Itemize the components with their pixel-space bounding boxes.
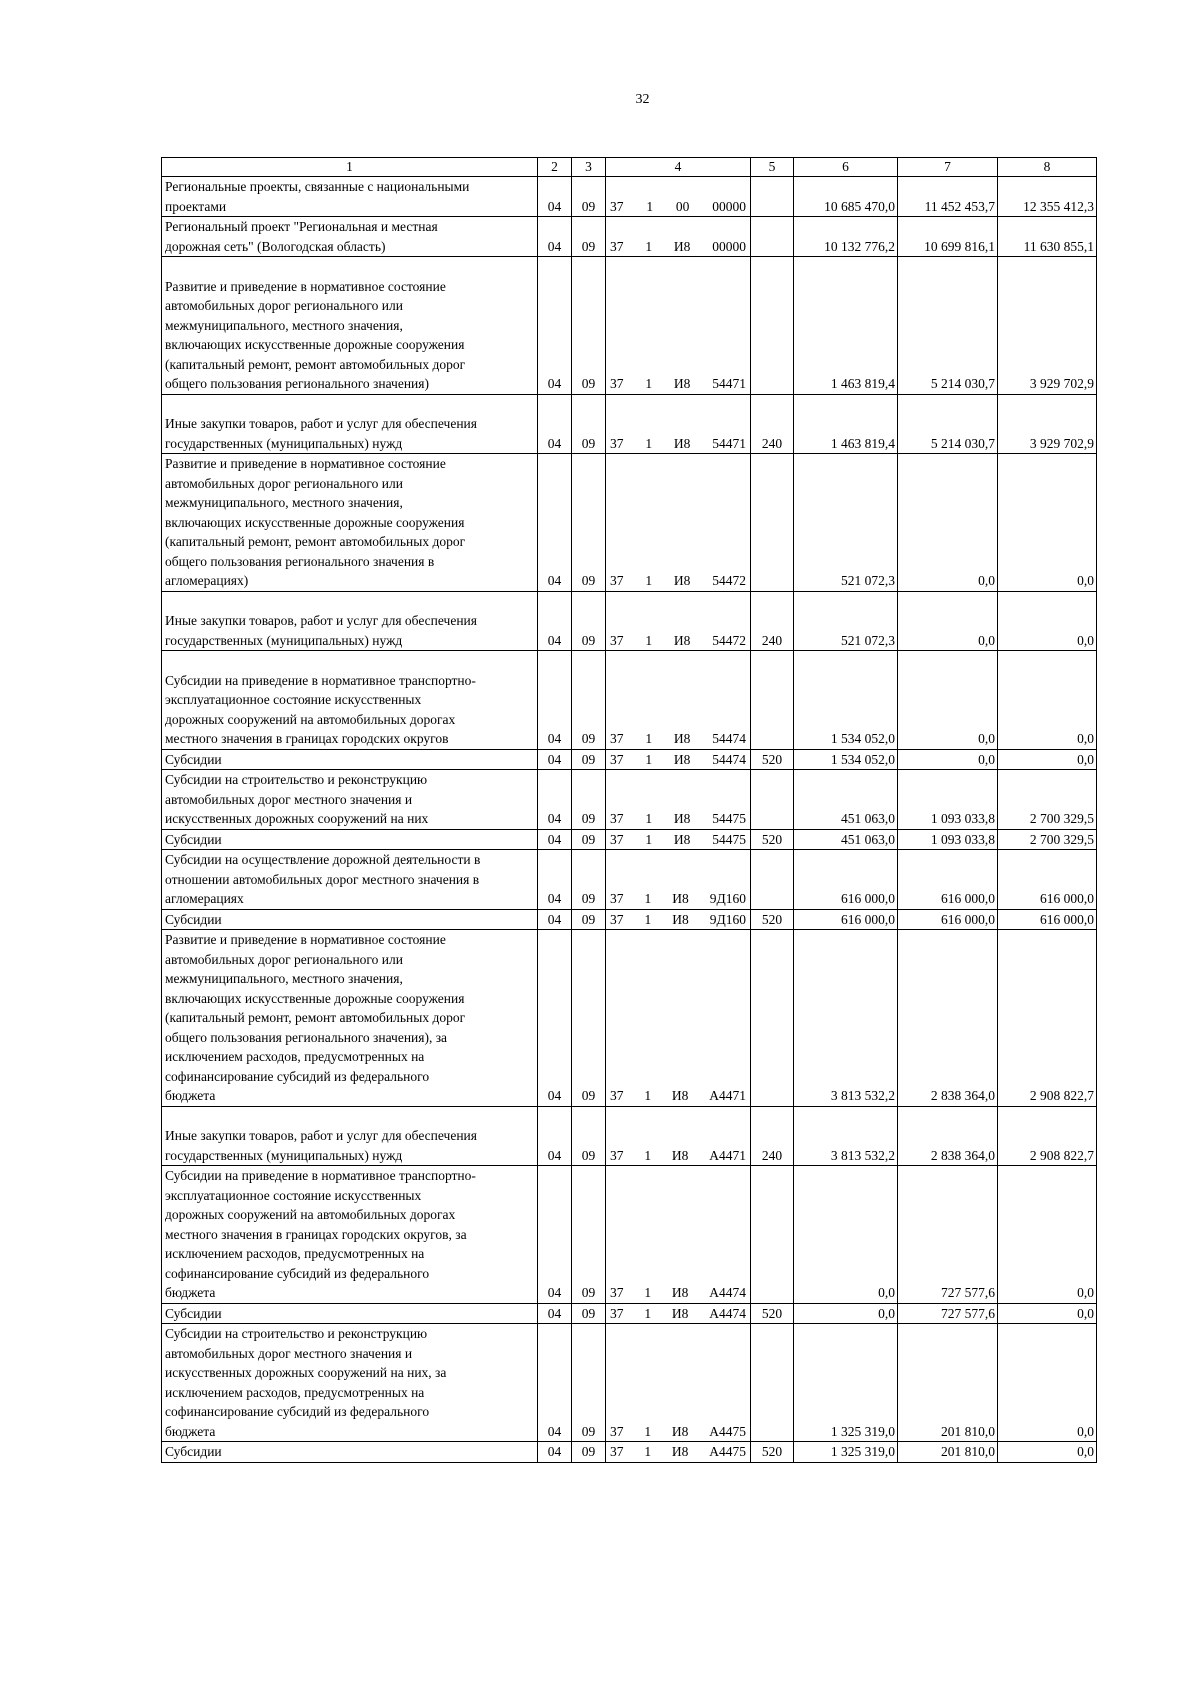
subsection-code: 09 (572, 930, 606, 1107)
amount-year-1: 0,0 (794, 1303, 898, 1324)
amount-year-3: 0,0 (998, 1166, 1097, 1304)
code-part: И8 (671, 1285, 689, 1300)
code-part: 37 (610, 751, 624, 767)
amount-year-3: 0,0 (998, 1324, 1097, 1442)
table-row (162, 829, 1097, 850)
target-article-code (606, 930, 751, 1107)
expense-type-code: 520 (751, 1303, 794, 1324)
subsection-code: 09 (572, 850, 606, 910)
target-article-code (606, 1324, 751, 1442)
expense-type-code (751, 930, 794, 1107)
code-part: 37 (610, 1147, 624, 1163)
amount-year-1: 1 325 319,0 (794, 1442, 898, 1463)
table-row (162, 591, 1097, 651)
amount-year-1: 1 463 819,4 (794, 257, 898, 395)
header-row (162, 158, 1097, 177)
code-part: 54472 (712, 632, 746, 648)
amount-year-2: 727 577,6 (898, 1166, 998, 1304)
expense-type-code: 520 (751, 749, 794, 770)
code-part: И8 (673, 811, 691, 826)
amount-year-2: 201 810,0 (898, 1442, 998, 1463)
amount-year-2: 2 838 364,0 (898, 930, 998, 1107)
subsection-code: 09 (572, 1303, 606, 1324)
code-part: И8 (672, 891, 689, 906)
section-code: 04 (538, 1324, 572, 1442)
code-part: И8 (673, 573, 691, 588)
amount-year-2: 616 000,0 (898, 909, 998, 930)
table-row (162, 454, 1097, 592)
expense-type-code (751, 1324, 794, 1442)
code-part: А4471 (709, 1088, 746, 1103)
expense-type-code: 240 (751, 1106, 794, 1166)
amount-year-3: 2 908 822,7 (998, 930, 1097, 1107)
amount-year-1: 451 063,0 (794, 829, 898, 850)
amount-year-2: 1 093 033,8 (898, 770, 998, 830)
code-part: А4475 (709, 1423, 746, 1439)
budget-table (161, 157, 1097, 1463)
code-part: 54471 (712, 376, 746, 391)
amount-year-3: 0,0 (998, 591, 1097, 651)
amount-year-2: 2 838 364,0 (898, 1106, 998, 1166)
section-code: 04 (538, 257, 572, 395)
row-name: Субсидии (162, 749, 538, 770)
amount-year-2: 0,0 (898, 651, 998, 750)
amount-year-1: 10 685 470,0 (794, 177, 898, 217)
amount-year-2: 201 810,0 (898, 1324, 998, 1442)
code-part: 37 (610, 831, 624, 847)
target-article-code (606, 217, 751, 257)
row-name: Субсидии (162, 1303, 538, 1324)
table-row (162, 1442, 1097, 1463)
amount-year-1: 521 072,3 (794, 454, 898, 592)
expense-type-code (751, 850, 794, 910)
expense-type-code (751, 217, 794, 257)
amount-year-1: 10 132 776,2 (794, 217, 898, 257)
code-part: 54471 (712, 435, 746, 451)
code-part: 1 (645, 435, 653, 451)
column-header: 4 (606, 158, 751, 177)
code-part: 37 (610, 198, 624, 214)
code-part: 37 (610, 911, 624, 927)
row-name: Субсидии на приведение в нормативное транспортно- эксплуатационное состояние искусственных дорожных сооружений на автомобильных дорогах местного значения в границах городских округов (162, 651, 538, 750)
subsection-code: 09 (572, 1324, 606, 1442)
amount-year-3: 616 000,0 (998, 909, 1097, 930)
subsection-code: 09 (572, 257, 606, 395)
code-part: 37 (610, 731, 624, 746)
code-part: 1 (645, 751, 653, 767)
row-name: Субсидии на приведение в нормативное транспортно- эксплуатационное состояние искусственных дорожных сооружений на автомобильных дорогах местного значения в границах городских округов, за исключением расходов, предусмотренных на софинансирование субсидий из федерального бюджета (162, 1166, 538, 1304)
code-part: И8 (671, 1423, 689, 1439)
table-row (162, 909, 1097, 930)
amount-year-1: 1 463 819,4 (794, 394, 898, 454)
column-header: 2 (538, 158, 572, 177)
row-name: Субсидии на осуществление дорожной деятельности в отношении автомобильных дорог местного значения в агломерациях (162, 850, 538, 910)
code-part: И8 (671, 1147, 689, 1163)
code-part: 1 (644, 891, 652, 906)
expense-type-code: 520 (751, 829, 794, 850)
amount-year-2: 0,0 (898, 454, 998, 592)
amount-year-1: 451 063,0 (794, 770, 898, 830)
code-part: 37 (610, 1305, 624, 1321)
subsection-code: 09 (572, 1442, 606, 1463)
table-row (162, 1106, 1097, 1166)
code-part: 1 (645, 238, 653, 254)
code-part: 1 (644, 911, 652, 927)
subsection-code: 09 (572, 177, 606, 217)
amount-year-3: 3 929 702,9 (998, 257, 1097, 395)
target-article-code (606, 1303, 751, 1324)
amount-year-3: 11 630 855,1 (998, 217, 1097, 257)
code-part: 37 (610, 891, 624, 906)
code-part: 00000 (712, 238, 746, 254)
subsection-code: 09 (572, 749, 606, 770)
code-part: И8 (673, 751, 691, 767)
amount-year-2: 1 093 033,8 (898, 829, 998, 850)
row-name: Иные закупки товаров, работ и услуг для обеспечения государственных (муниципальных) нужд (162, 394, 538, 454)
subsection-code: 09 (572, 1106, 606, 1166)
page-number: 32 (635, 92, 650, 107)
row-name: Субсидии (162, 829, 538, 850)
column-header: 6 (794, 158, 898, 177)
code-part: 37 (610, 811, 624, 826)
subsection-code: 09 (572, 591, 606, 651)
section-code: 04 (538, 454, 572, 592)
amount-year-1: 1 325 319,0 (794, 1324, 898, 1442)
code-part: И8 (671, 1088, 689, 1103)
code-part: 54474 (712, 751, 746, 767)
subsection-code: 09 (572, 651, 606, 750)
code-part: 1 (645, 573, 653, 588)
expense-type-code: 520 (751, 1442, 794, 1463)
code-part: И8 (672, 911, 689, 927)
section-code: 04 (538, 770, 572, 830)
row-name: Субсидии (162, 909, 538, 930)
code-part: 1 (644, 1444, 652, 1459)
table-row (162, 1324, 1097, 1442)
amount-year-1: 3 813 532,2 (794, 930, 898, 1107)
subsection-code: 09 (572, 909, 606, 930)
amount-year-3: 3 929 702,9 (998, 394, 1097, 454)
code-part: И8 (673, 731, 691, 746)
table-row (162, 770, 1097, 830)
amount-year-3: 2 908 822,7 (998, 1106, 1097, 1166)
code-part: 1 (644, 1147, 652, 1163)
target-article-code (606, 770, 751, 830)
expense-type-code (751, 177, 794, 217)
code-part: 00000 (712, 198, 746, 214)
section-code: 04 (538, 749, 572, 770)
column-header: 7 (898, 158, 998, 177)
amount-year-3: 0,0 (998, 1303, 1097, 1324)
section-code: 04 (538, 394, 572, 454)
section-code: 04 (538, 829, 572, 850)
subsection-code: 09 (572, 1166, 606, 1304)
column-header: 1 (162, 158, 538, 177)
code-part: И8 (671, 1444, 689, 1459)
amount-year-1: 616 000,0 (794, 909, 898, 930)
amount-year-3: 2 700 329,5 (998, 829, 1097, 850)
code-part: 1 (644, 1305, 652, 1321)
section-code: 04 (538, 1166, 572, 1304)
code-part: 54475 (712, 831, 746, 847)
amount-year-2: 5 214 030,7 (898, 257, 998, 395)
subsection-code: 09 (572, 454, 606, 592)
section-code: 04 (538, 177, 572, 217)
expense-type-code (751, 454, 794, 592)
expense-type-code (751, 770, 794, 830)
section-code: 04 (538, 651, 572, 750)
target-article-code (606, 829, 751, 850)
amount-year-3: 0,0 (998, 454, 1097, 592)
amount-year-1: 1 534 052,0 (794, 749, 898, 770)
target-article-code (606, 1106, 751, 1166)
section-code: 04 (538, 1442, 572, 1463)
target-article-code (606, 850, 751, 910)
section-code: 04 (538, 591, 572, 651)
code-part: 1 (644, 1088, 652, 1103)
code-part: 37 (610, 1088, 624, 1103)
section-code: 04 (538, 217, 572, 257)
table-row (162, 1166, 1097, 1304)
code-part: 54472 (712, 573, 746, 588)
code-part: 37 (610, 573, 624, 588)
code-part: 37 (610, 1444, 624, 1459)
code-part: 54474 (712, 731, 746, 746)
column-header: 3 (572, 158, 606, 177)
code-part: 00 (675, 198, 690, 214)
expense-type-code (751, 1166, 794, 1304)
subsection-code: 09 (572, 217, 606, 257)
section-code: 04 (538, 1303, 572, 1324)
code-part: 37 (610, 376, 624, 391)
subsection-code: 09 (572, 829, 606, 850)
code-part: 37 (610, 1423, 624, 1439)
expense-type-code: 240 (751, 394, 794, 454)
code-part: 37 (610, 1285, 624, 1300)
row-name: Иные закупки товаров, работ и услуг для обеспечения государственных (муниципальных) нужд (162, 591, 538, 651)
expense-type-code: 520 (751, 909, 794, 930)
code-part: 1 (645, 376, 653, 391)
code-part: 1 (645, 811, 653, 826)
amount-year-3: 0,0 (998, 651, 1097, 750)
amount-year-1: 616 000,0 (794, 850, 898, 910)
code-part: 1 (645, 632, 653, 648)
amount-year-3: 0,0 (998, 1442, 1097, 1463)
code-part: 1 (645, 731, 653, 746)
target-article-code (606, 177, 751, 217)
code-part: 54475 (712, 811, 746, 826)
code-part: 1 (646, 198, 654, 214)
code-part: И8 (673, 376, 691, 391)
code-part: А4475 (709, 1444, 746, 1459)
code-part: 37 (610, 238, 624, 254)
code-part: И8 (673, 435, 691, 451)
table-row (162, 1303, 1097, 1324)
amount-year-2: 11 452 453,7 (898, 177, 998, 217)
amount-year-3: 0,0 (998, 749, 1097, 770)
expense-type-code (751, 257, 794, 395)
target-article-code (606, 749, 751, 770)
table-body (162, 177, 1097, 1463)
amount-year-1: 1 534 052,0 (794, 651, 898, 750)
row-name: Региональные проекты, связанные с национальными проектами (162, 177, 538, 217)
target-article-code (606, 257, 751, 395)
amount-year-3: 616 000,0 (998, 850, 1097, 910)
row-name: Региональный проект "Региональная и местная дорожная сеть" (Вологодская область) (162, 217, 538, 257)
table-row (162, 850, 1097, 910)
amount-year-1: 521 072,3 (794, 591, 898, 651)
expense-type-code (751, 651, 794, 750)
code-part: А4474 (709, 1305, 746, 1321)
row-name: Развитие и приведение в нормативное состояние автомобильных дорог регионального или межмуниципального, местного значения, включающих искусственные дорожные сооружения (капитальный ремонт, ремонт автомобильных дорог общего пользования регионального значения в агломерациях) (162, 454, 538, 592)
row-name: Развитие и приведение в нормативное состояние автомобильных дорог регионального или межмуниципального, местного значения, включающих искусственные дорожные сооружения (капитальный ремонт, ремонт автомобильных дорог общего пользования регионального значения) (162, 257, 538, 395)
expense-type-code: 240 (751, 591, 794, 651)
code-part: 9Д160 (709, 911, 746, 927)
code-part: А4474 (709, 1285, 746, 1300)
code-part: И8 (671, 1305, 689, 1321)
amount-year-3: 12 355 412,3 (998, 177, 1097, 217)
table-row (162, 257, 1097, 395)
code-part: 1 (644, 1423, 652, 1439)
table-row (162, 930, 1097, 1107)
amount-year-2: 5 214 030,7 (898, 394, 998, 454)
row-name: Субсидии на строительство и реконструкцию автомобильных дорог местного значения и искусственных дорожных сооружений на них (162, 770, 538, 830)
row-name: Иные закупки товаров, работ и услуг для обеспечения государственных (муниципальных) нужд (162, 1106, 538, 1166)
target-article-code (606, 394, 751, 454)
code-part: 1 (644, 1285, 652, 1300)
target-article-code (606, 651, 751, 750)
code-part: 1 (645, 831, 653, 847)
section-code: 04 (538, 850, 572, 910)
amount-year-2: 0,0 (898, 591, 998, 651)
amount-year-2: 10 699 816,1 (898, 217, 998, 257)
target-article-code (606, 909, 751, 930)
amount-year-2: 727 577,6 (898, 1303, 998, 1324)
code-part: И8 (673, 238, 691, 254)
code-part: И8 (673, 632, 691, 648)
code-part: 37 (610, 632, 624, 648)
row-name: Субсидии на строительство и реконструкцию автомобильных дорог местного значения и искусственных дорожных сооружений на них, за исключением расходов, предусмотренных на софинансирование субсидий из федерального бюджета (162, 1324, 538, 1442)
code-part: А4471 (709, 1147, 746, 1163)
amount-year-1: 3 813 532,2 (794, 1106, 898, 1166)
target-article-code (606, 454, 751, 592)
table-row (162, 217, 1097, 257)
code-part: 9Д160 (709, 891, 746, 906)
column-header: 5 (751, 158, 794, 177)
table-row (162, 177, 1097, 217)
table-row (162, 749, 1097, 770)
row-name: Развитие и приведение в нормативное состояние автомобильных дорог регионального или межмуниципального, местного значения, включающих искусственные дорожные сооружения (капитальный ремонт, ремонт автомобильных дорог общего пользования регионального значения), за исключением расходов, предусмотренных на софинансирование субсидий из федерального бюджета (162, 930, 538, 1107)
code-part: И8 (673, 831, 691, 847)
column-header: 8 (998, 158, 1097, 177)
target-article-code (606, 1442, 751, 1463)
section-code: 04 (538, 930, 572, 1107)
table-row (162, 651, 1097, 750)
section-code: 04 (538, 909, 572, 930)
amount-year-2: 616 000,0 (898, 850, 998, 910)
subsection-code: 09 (572, 394, 606, 454)
code-part: 37 (610, 435, 624, 451)
section-code: 04 (538, 1106, 572, 1166)
target-article-code (606, 591, 751, 651)
row-name: Субсидии (162, 1442, 538, 1463)
subsection-code: 09 (572, 770, 606, 830)
amount-year-1: 0,0 (794, 1166, 898, 1304)
amount-year-3: 2 700 329,5 (998, 770, 1097, 830)
target-article-code (606, 1166, 751, 1304)
table-row (162, 394, 1097, 454)
amount-year-2: 0,0 (898, 749, 998, 770)
